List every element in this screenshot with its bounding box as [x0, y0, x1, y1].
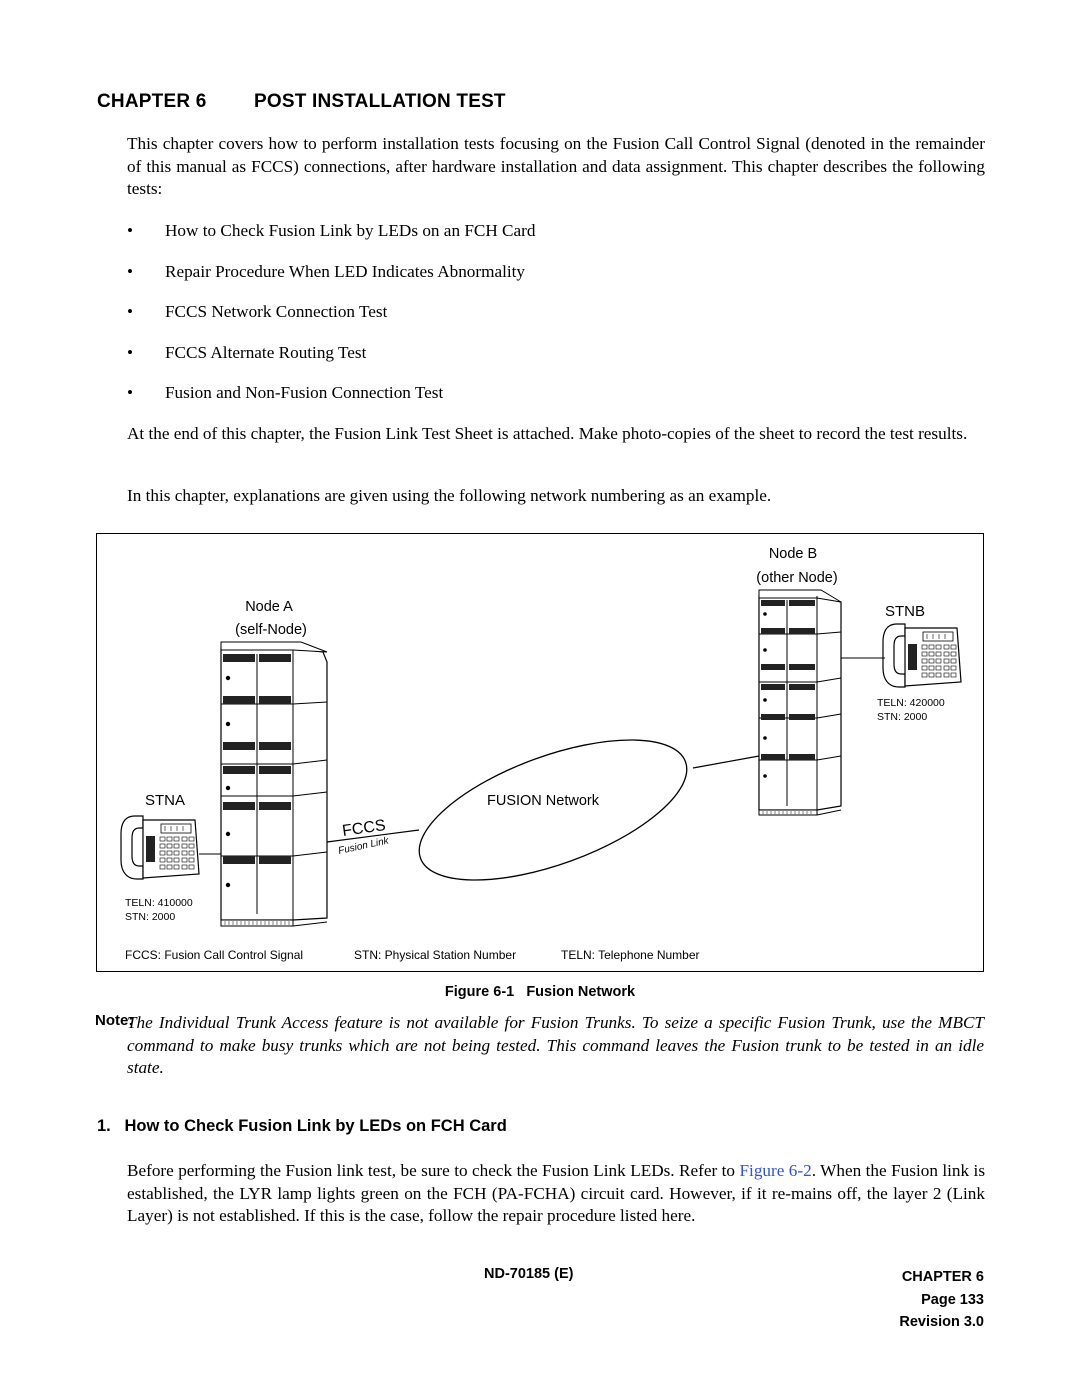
bullet-icon: • — [127, 261, 134, 281]
node-b-cabinet — [759, 590, 841, 815]
node-b-name: Node B — [768, 546, 818, 562]
footer-page: Page 133 — [921, 1291, 984, 1308]
node-b-role: (other Node) — [756, 570, 838, 586]
fusion-network-diagram — [97, 534, 985, 973]
figure-number: Figure 6-1 — [444, 984, 515, 1000]
stnb-teln: TELN: 420000 — [877, 697, 945, 709]
test-sheet-paragraph: At the end of this chapter, the Fusion Link Test Sheet is attached. Make photo-copies of the sheet to record the test results. — [127, 424, 968, 443]
fccs-label: FCCS — [341, 817, 387, 840]
node-a-name: Node A — [245, 599, 293, 615]
stnb-telephone-icon — [883, 624, 961, 687]
fusion-network-ellipse — [402, 711, 704, 909]
legend-stn: STN: Physical Station Number — [354, 948, 517, 962]
list-item: • How to Check Fusion Link by LEDs on an FCH Card — [127, 220, 535, 261]
fusion-network-figure — [96, 533, 984, 972]
chapter-number: CHAPTER 6 — [97, 91, 207, 112]
chapter-heading — [97, 91, 506, 113]
stna-telephone-icon — [121, 816, 199, 879]
bullet-icon: • — [127, 302, 134, 321]
test-list — [127, 220, 535, 423]
chapter-title: POST INSTALLATION TEST — [254, 91, 506, 112]
stnb-stn: STN: 2000 — [877, 711, 928, 723]
list-item: • FCCS Alternate Routing Test — [127, 342, 535, 383]
bullet-icon: • — [127, 221, 134, 240]
intro-paragraph: This chapter covers how to perform installation tests focusing on the Fusion Call Control Signal (denoted in the remainder of this manual as FCCS) connections, after hardware installation and data assignment. This chapter describes the following tests: — [127, 134, 985, 198]
figure-caption — [0, 984, 1080, 1000]
stna-teln: TELN: 410000 — [125, 897, 193, 909]
legend-fccs: FCCS: Fusion Call Control Signal — [125, 948, 304, 962]
figure-title: Fusion Network — [526, 984, 636, 1000]
note-label: Note: — [95, 1012, 134, 1029]
numbering-paragraph: In this chapter, explanations are given using the following network numbering as an example. — [127, 486, 772, 505]
legend-teln: TELN: Telephone Number — [561, 948, 700, 962]
footer-chapter: CHAPTER 6 — [901, 1269, 984, 1285]
node-a-role: (self-Node) — [235, 622, 307, 638]
fusion-link-label: Fusion Link — [337, 835, 390, 857]
footer-document-number: ND-70185 (E) — [484, 1266, 574, 1282]
bullet-icon: • — [127, 383, 134, 402]
bullet-icon: • — [127, 342, 134, 362]
footer-revision: Revision 3.0 — [899, 1314, 984, 1330]
list-item: • FCCS Network Connection Test — [127, 301, 535, 342]
fusion-network-label: FUSION Network — [487, 793, 599, 809]
note-text: The Individual Trunk Access feature is not available for Fusion Trunks. To seize a specific Fusion Trunk, use the MBCT command to make busy trunks which are not being tested. This command leaves the Fusion trunk to be tested in an idle state. — [127, 1013, 984, 1077]
section-heading: 1. How to Check Fusion Link by LEDs on FCH Card — [97, 1117, 507, 1135]
list-item: • Repair Procedure When LED Indicates Abnormality — [127, 261, 535, 302]
figure-6-2-link[interactable]: Figure 6-2 — [739, 1161, 812, 1180]
stna-stn: STN: 2000 — [125, 911, 176, 923]
node-a-cabinet — [221, 642, 327, 926]
stnb-label: STNB — [885, 603, 926, 620]
section-paragraph: Before performing the Fusion link test, be sure to check the Fusion Link LEDs. Refer to Figure 6-2. When the Fusion link is established, the LYR lamp lights green on the FCH (PA-FCHA) circuit card. However, if it re-mains off, the layer 2 (Link Layer) is not established. If this is the case, follow the repair procedure listed here. — [127, 1161, 986, 1225]
stna-label: STNA — [145, 792, 186, 809]
list-item: • Fusion and Non-Fusion Connection Test — [127, 382, 535, 423]
footer-page-info — [899, 1266, 984, 1334]
